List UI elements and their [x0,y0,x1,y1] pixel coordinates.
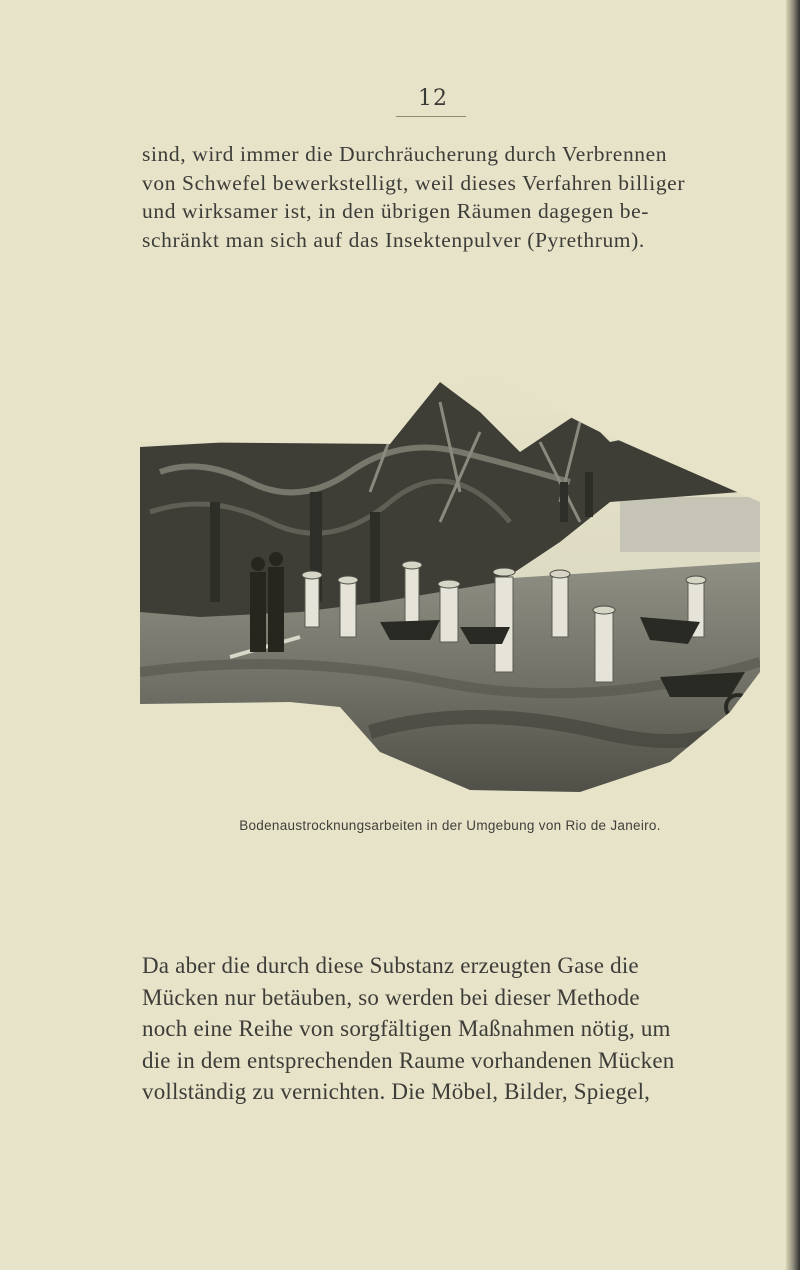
text-line: und wirksamer ist, in den übrigen Räumen dagegen be- [142,199,650,223]
page-number-rule [396,116,466,117]
page-number: 12 [418,86,448,111]
text-line: die in dem entsprechenden Raume vorhandenen Mücken [142,1047,675,1073]
text-line: schränkt man sich auf das Insektenpulver (Pyrethrum). [142,227,645,252]
text-line: Da aber die durch diese Substanz erzeugten Gase die [142,953,639,978]
text-line: Mücken nur betäuben, so werden bei dieser Methode [142,984,640,1010]
bottom-paragraph [142,950,762,1108]
text-line: sind, wird immer die Durchräucherung durch Verbrennen [142,142,668,166]
figure-caption: Bodenaustrocknungsarbeiten in der Umgebung von Rio de Janeiro. [239,818,661,833]
text-line: vollständig zu vernichten. Die Möbel, Bilder, Spiegel, [142,1079,651,1104]
top-paragraph [142,140,762,254]
text-line: von Schwefel bewerkstelligt, weil dieses Verfahren billiger [142,170,686,195]
text-line: noch eine Reihe von sorgfältigen Maßnahmen nötig, um [142,1016,671,1041]
halftone-photograph [140,372,760,802]
page-edge-shadow [786,0,800,1270]
